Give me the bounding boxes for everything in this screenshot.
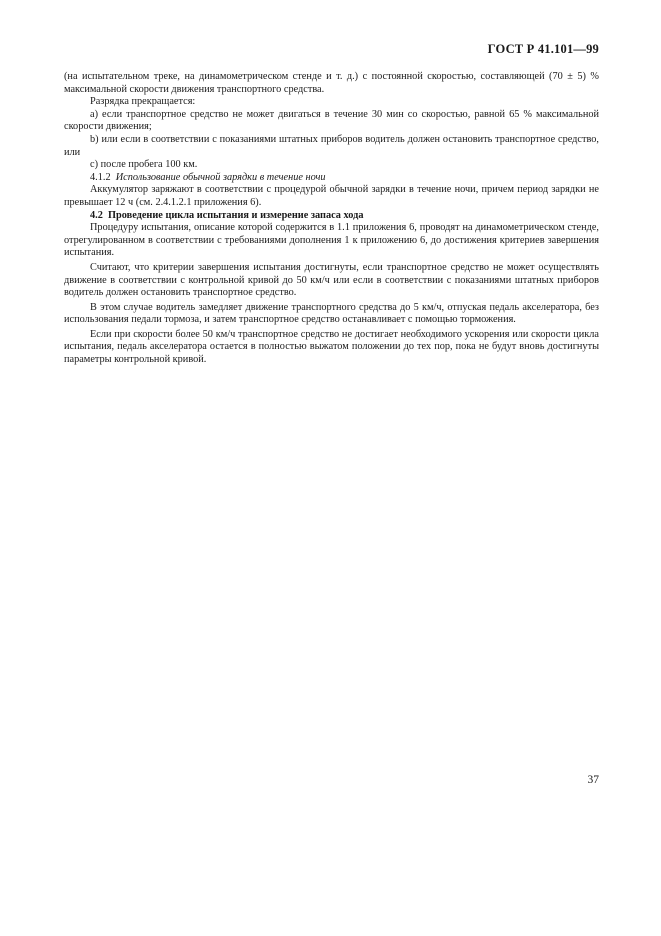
paragraph-deceleration: В этом случае водитель замедляет движение транспортного средства до 5 км/ч, отпуская педаль акселератора, без использования педали тормоза, и затем транспортное средство останавливает с помощью торможения. xyxy=(64,301,599,326)
paragraph-discharge-stops: Разрядка прекращается: xyxy=(90,96,196,108)
subsection-number: 4.1.2 xyxy=(90,171,111,183)
list-item-c: c) после пробега 100 км. xyxy=(90,159,198,171)
paragraph-overnight-charge: Аккумулятор заряжают в соответствии с процедурой обычной зарядки в течение ночи, причем период зарядки не превышает 12 ч (см. 2.4.1.2.1 приложения 6). xyxy=(64,184,599,208)
page-number: 37 xyxy=(587,774,599,786)
section-number: 4.2 xyxy=(90,209,103,221)
section-4-2-heading xyxy=(64,210,599,223)
paragraph-acceleration: Если при скорости более 50 км/ч транспортное средство не достигает необходимого ускорения или скорости цикла испытания, педаль акселератора остается в полностью выжатом положении до тех пор, пока не будут вновь достигнуты параметры контрольной кривой. xyxy=(64,328,599,366)
section-title: Проведение цикла испытания и измерение запаса хода xyxy=(108,209,364,221)
subsection-4-1-2-heading xyxy=(64,172,599,185)
paragraph-test-procedure: Процедуру испытания, описание которой содержится в 1.1 приложения 6, проводят на динамометрическом стенде, отрегулированном в соответствии с требованиями дополнения 1 к приложению 6, до достижения критериев завершения испытания. xyxy=(64,222,599,259)
list-item-a: a) если транспортное средство не может двигаться в течение 30 мин со скоростью, равной 65 % максимальной скорости движения; xyxy=(64,108,599,133)
body-text xyxy=(64,71,599,367)
subsection-title: Использование обычной зарядки в течение ночи xyxy=(115,171,326,183)
paragraph-end-criteria: Считают, что критерии завершения испытания достигнуты, если транспортное средство не может осуществлять движение в соответствии с контрольной кривой до 50 км/ч или если в соответствии с показаниями штатных приборов водитель должен остановить транспортное средство. xyxy=(64,261,599,299)
list-item-b: b) или если в соответствии с показаниями штатных приборов водитель должен остановить транспортное средство, или xyxy=(64,133,599,158)
standard-code-header: ГОСТ Р 41.101—99 xyxy=(487,42,599,56)
paragraph-continuation: (на испытательном треке, на динамометрическом стенде и т. д.) с постоянной скоростью, составляющей (70 ± 5) % максимальной скорости движения транспортного средства. xyxy=(64,71,599,95)
